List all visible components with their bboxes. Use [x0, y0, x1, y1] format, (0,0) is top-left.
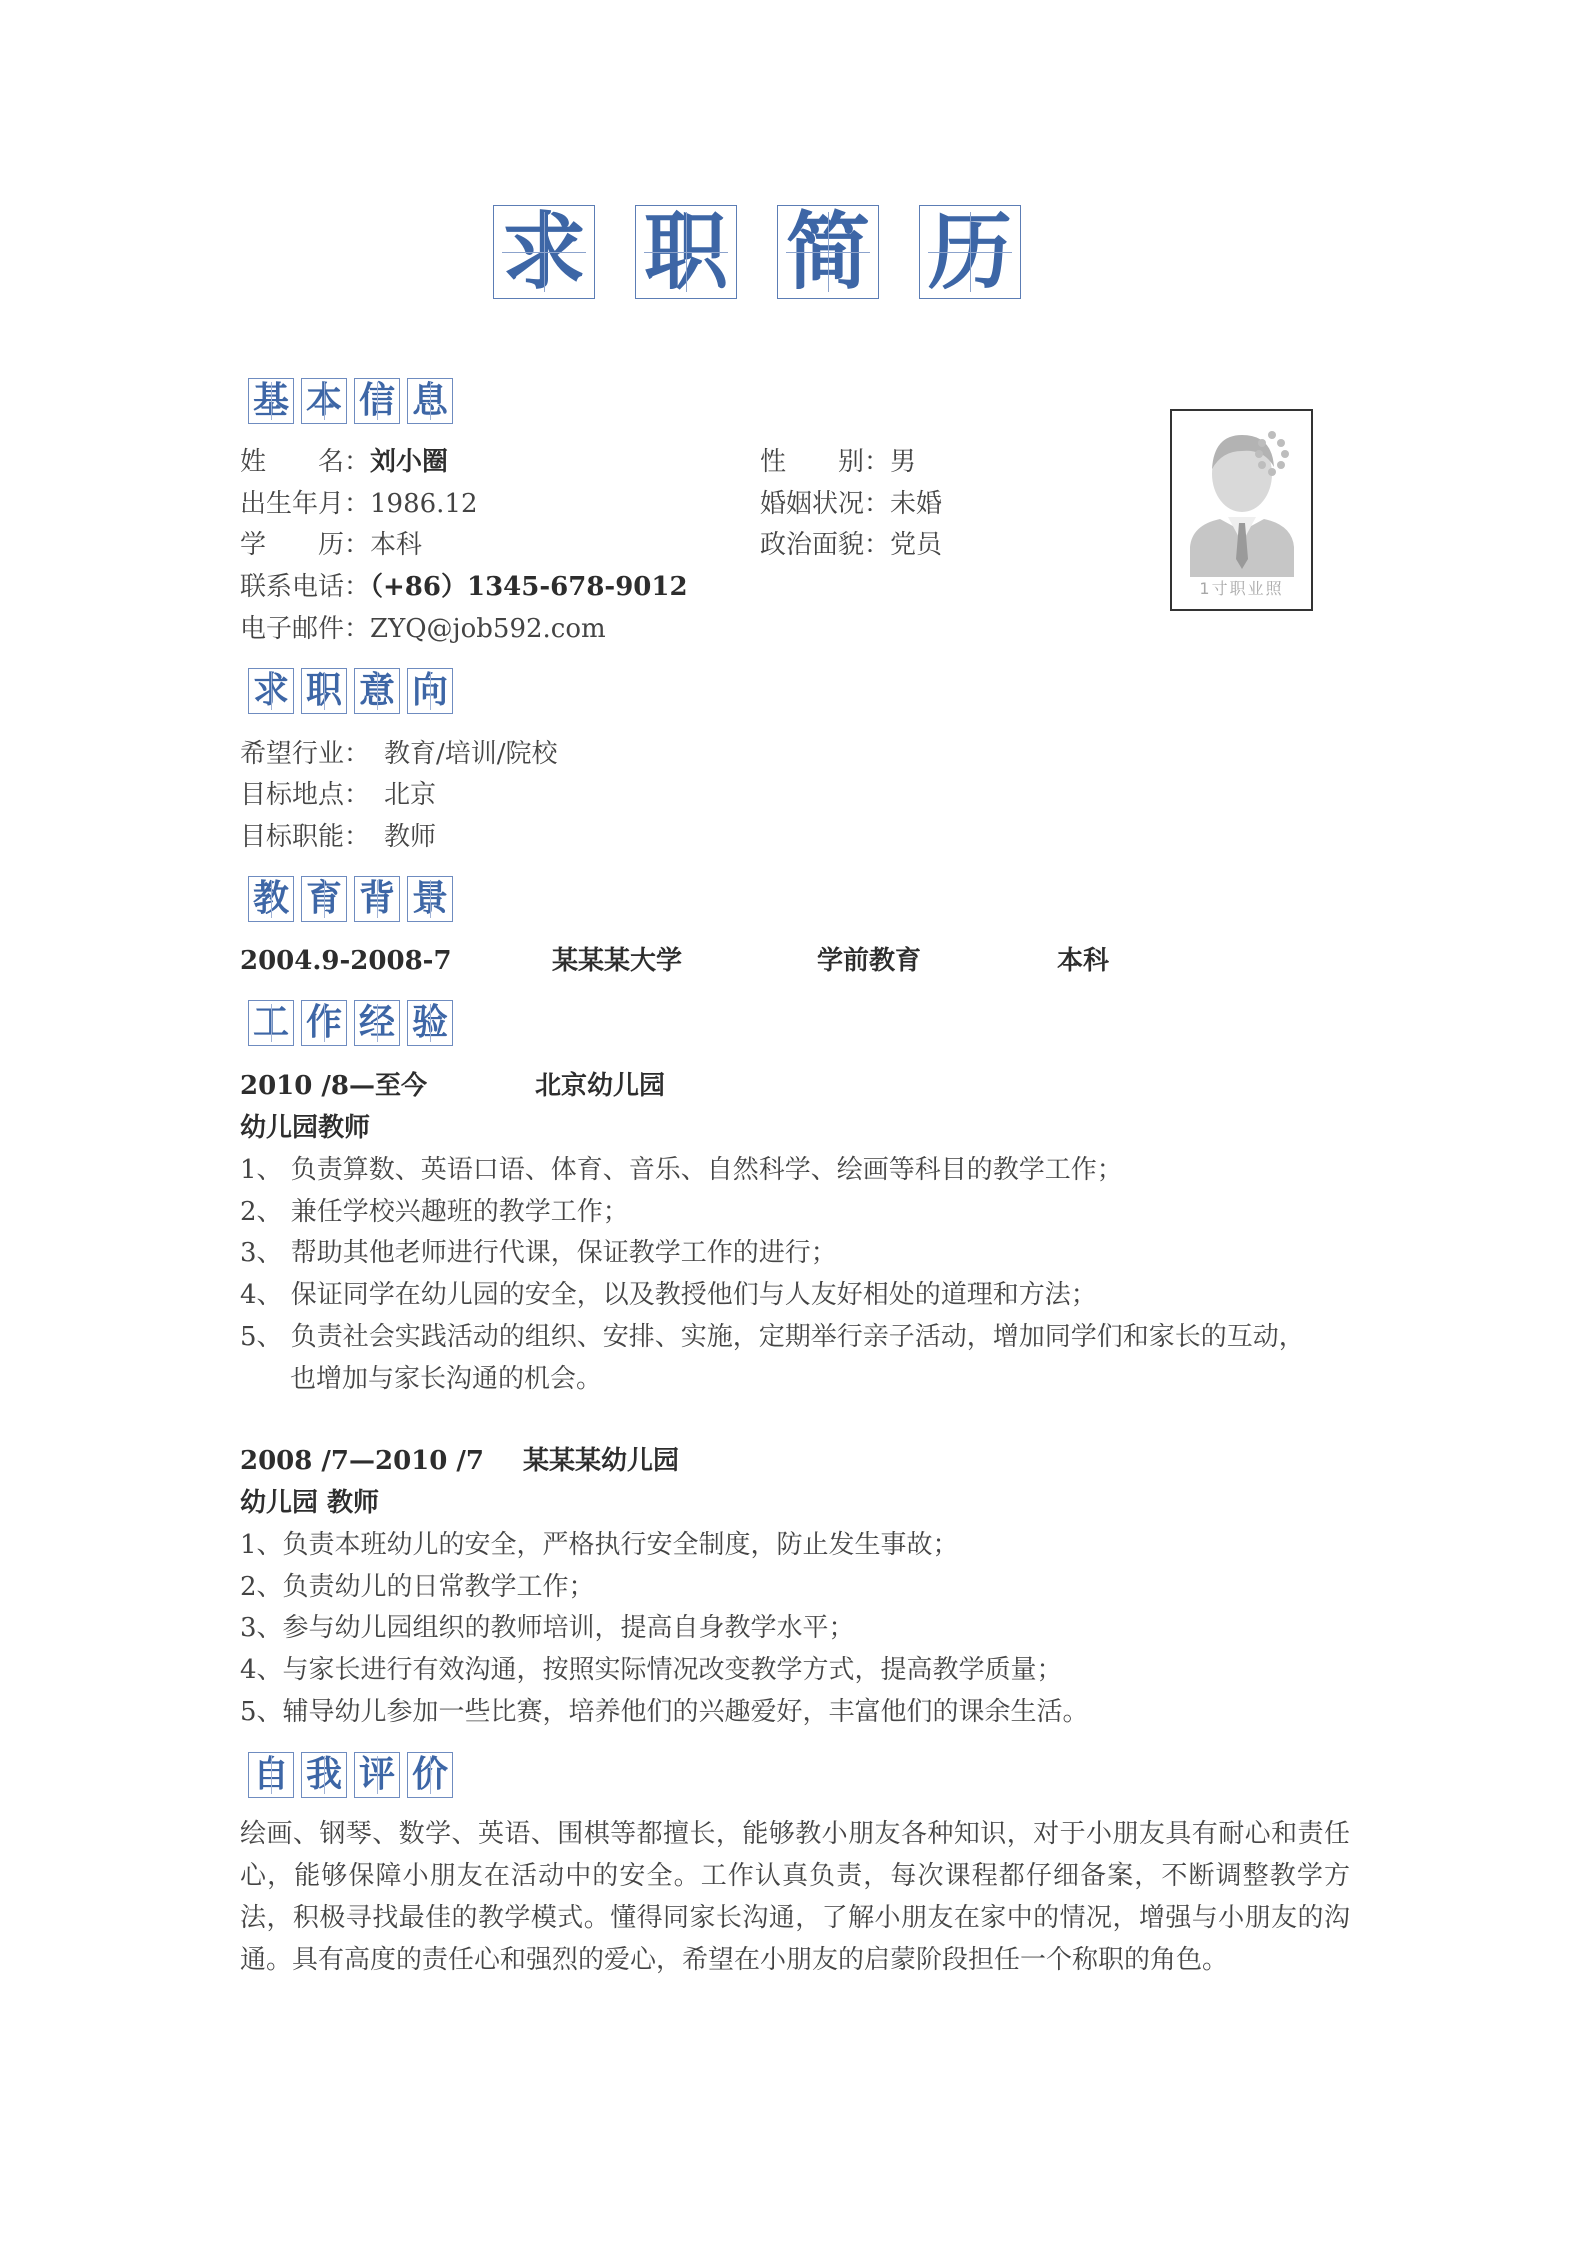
job-duty: 5、 负责社会实践活动的组织、安排、实施，定期举行亲子活动，增加同学们和家长的互动， — [240, 1322, 1305, 1352]
resume-title — [493, 205, 1021, 310]
job-duty: 4、 保证同学在幼儿园的安全，以及教授他们与人友好相处的道理和方法； — [240, 1280, 1097, 1310]
education-period: 2004.9-2008-7 — [240, 946, 452, 976]
profile-photo — [1170, 409, 1313, 611]
person-silhouette-icon — [1180, 419, 1305, 579]
gender-value: 男 — [890, 447, 917, 477]
industry-value: 教育/培训/院校 — [384, 739, 558, 769]
marital-value: 未婚 — [890, 489, 943, 519]
heading-char: 意 — [354, 668, 400, 714]
position-row — [240, 824, 436, 850]
job-duty: 2、负责幼儿的日常教学工作； — [240, 1572, 595, 1602]
phone-value: （+86）1345-678-9012 — [370, 572, 688, 602]
political-label: 政治面貌： — [760, 530, 891, 560]
email-value: ZYQ@job592.com — [370, 614, 606, 644]
section-heading-work-experience — [248, 1000, 453, 1046]
heading-char: 工 — [248, 1000, 294, 1046]
gender-row — [760, 449, 916, 475]
heading-char: 职 — [301, 668, 347, 714]
heading-char: 向 — [407, 668, 453, 714]
job-duty: 1、负责本班幼儿的安全，严格执行安全制度，防止发生事故； — [240, 1530, 959, 1560]
birth-row — [240, 491, 478, 517]
location-value: 北京 — [384, 780, 437, 810]
job-period: 2008 /7—2010 /7 — [240, 1446, 485, 1476]
political-value: 党员 — [890, 530, 943, 560]
heading-char: 作 — [301, 1000, 347, 1046]
title-char: 简 — [777, 205, 879, 299]
political-row — [760, 532, 942, 558]
heading-char: 背 — [354, 876, 400, 922]
section-heading-education — [248, 876, 453, 922]
position-value: 教师 — [384, 822, 437, 852]
birth-value: 1986.12 — [370, 489, 478, 519]
heading-char: 息 — [407, 378, 453, 424]
job-duty: 5、辅导幼儿参加一些比赛，培养他们的兴趣爱好，丰富他们的课余生活。 — [240, 1697, 1089, 1727]
gender-label: 性 别： — [760, 447, 891, 477]
photo-caption: 1寸职业照 — [1199, 579, 1284, 598]
heading-char: 景 — [407, 876, 453, 922]
job-duty: 4、与家长进行有效沟通，按照实际情况改变教学方式，提高教学质量； — [240, 1655, 1063, 1685]
position-label: 目标职能： — [240, 822, 371, 852]
marital-label: 婚姻状况： — [760, 489, 891, 519]
degree-row — [240, 532, 422, 558]
job-company: 北京幼儿园 — [535, 1071, 666, 1101]
heading-char: 经 — [354, 1000, 400, 1046]
location-label: 目标地点： — [240, 780, 371, 810]
job-duty: 2、 兼任学校兴趣班的教学工作； — [240, 1197, 629, 1227]
heading-char: 基 — [248, 378, 294, 424]
heading-char: 教 — [248, 876, 294, 922]
job-duty: 3、 帮助其他老师进行代课，保证教学工作的进行； — [240, 1238, 837, 1268]
section-heading-job-intent — [248, 668, 453, 714]
industry-label: 希望行业： — [240, 739, 371, 769]
job-duty: 1、 负责算数、英语口语、体育、音乐、自然科学、绘画等科目的教学工作； — [240, 1155, 1123, 1185]
email-row — [240, 616, 606, 642]
heading-char: 求 — [248, 668, 294, 714]
heading-char: 本 — [301, 378, 347, 424]
self-evaluation-text: 绘画、钢琴、数学、英语、围棋等都擅长，能够教小朋友各种知识，对于小朋友具有耐心和责任心，能够保障小朋友在活动中的安全。工作认真负责，每次课程都仔细备案，不断调整教学方法，积极寻找最佳的教学模式。懂得同家长沟通，了解小朋友在家中的情况，增强与小朋友的沟通。具有高度的责任心和强烈的爱心，希望在小朋友的启蒙阶段担任一个称职的角色。 — [240, 1819, 1350, 1975]
degree-value: 本科 — [370, 530, 423, 560]
name-value: 刘小圈 — [370, 447, 449, 477]
job-role: 幼儿园 教师 — [240, 1488, 380, 1518]
job-duty: 也增加与家长沟通的机会。 — [290, 1364, 603, 1394]
heading-char: 价 — [407, 1752, 453, 1798]
heading-char: 自 — [248, 1752, 294, 1798]
location-row — [240, 782, 436, 808]
job-period: 2010 /8—至今 — [240, 1071, 428, 1101]
title-char: 求 — [493, 205, 595, 299]
section-heading-self-evaluation — [248, 1752, 453, 1798]
title-char: 历 — [919, 205, 1021, 299]
name-label: 姓 名： — [240, 447, 371, 477]
heading-char: 我 — [301, 1752, 347, 1798]
name-row — [240, 449, 448, 475]
education-major: 学前教育 — [817, 946, 922, 976]
education-degree: 本科 — [1057, 946, 1110, 976]
heading-char: 育 — [301, 876, 347, 922]
marital-row — [760, 491, 942, 517]
heading-char: 验 — [407, 1000, 453, 1046]
phone-row — [240, 574, 688, 600]
heading-char: 信 — [354, 378, 400, 424]
email-label: 电子邮件： — [240, 614, 371, 644]
phone-label: 联系电话： — [240, 572, 371, 602]
section-heading-basic-info — [248, 378, 453, 424]
job-duty: 3、参与幼儿园组织的教师培训，提高自身教学水平； — [240, 1613, 855, 1643]
job-company: 某某某幼儿园 — [523, 1446, 680, 1476]
degree-label: 学 历： — [240, 530, 371, 560]
heading-char: 评 — [354, 1752, 400, 1798]
job-role: 幼儿园教师 — [240, 1113, 371, 1143]
education-school: 某某某大学 — [552, 946, 683, 976]
industry-row — [240, 741, 558, 767]
birth-label: 出生年月： — [240, 489, 371, 519]
title-char: 职 — [635, 205, 737, 299]
